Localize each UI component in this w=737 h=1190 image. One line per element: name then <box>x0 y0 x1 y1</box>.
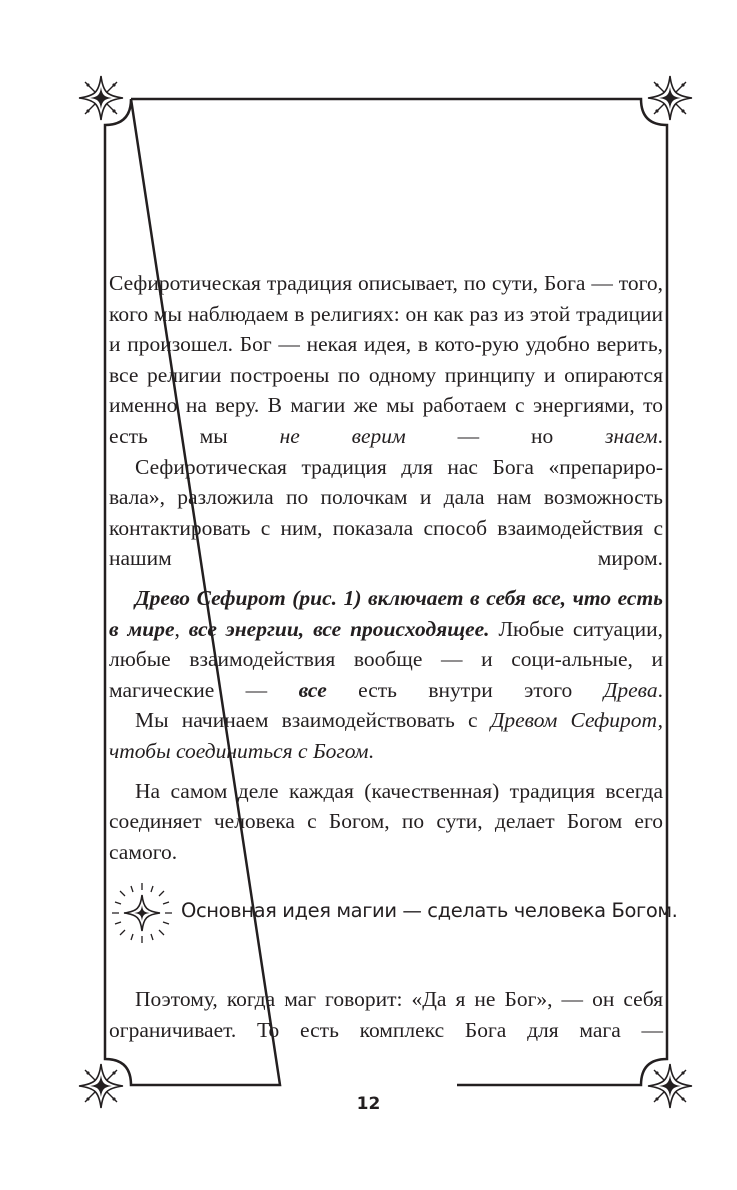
paragraph: Поэтому, когда маг говорит: «Да я не Бог», — он себя ограничивает. То есть комплекс Бога для мага — <box>109 987 663 1042</box>
page-number: 12 <box>356 1094 381 1114</box>
star-ornament-icon <box>79 76 123 120</box>
star-ornament-icon <box>648 76 692 120</box>
paragraph: Мы начинаем взаимодействовать с Древом Сефирот, чтобы соединиться с Богом. <box>109 708 663 763</box>
paragraph: Сефиротическая традиция для нас Бога «препариро-​вала», разложила по полочкам и дала нам возможность контактировать с ним, показала способ взаимодействия с нашим миром. <box>109 454 663 571</box>
callout-box <box>109 880 678 950</box>
paragraph: На самом деле каждая (качественная) традиция всегда соединяет человека с Богом, по сути, делает Богом его самого. <box>109 778 663 864</box>
body-text-bottom <box>109 984 663 1045</box>
sparkle-icon <box>109 880 175 946</box>
body-text-top <box>109 268 663 867</box>
paragraph: Сефиротическая традиция описывает, по сути, Бога — того, кого мы наблюдаем в религиях: он как раз из этой традиции и произошел. Бог — некая идея, в кото-​рую удобно верить, все религии построены по одному принципу и опираются именно на веру. В магии же мы работаем с энергиями, то есть мы не верим — но знаем. <box>109 271 664 448</box>
paragraph-bold-emphasis: Древо Сефирот (рис. 1) включает в себя все, что есть в мире, все энергии, все происходящее. Любые ситуации, любые взаимодействия вообще — и соци-​альные, и магические — все есть внутри этого Древа. <box>109 585 663 702</box>
callout-text: Основная идея магии — сделать человека Богом. <box>181 899 678 922</box>
